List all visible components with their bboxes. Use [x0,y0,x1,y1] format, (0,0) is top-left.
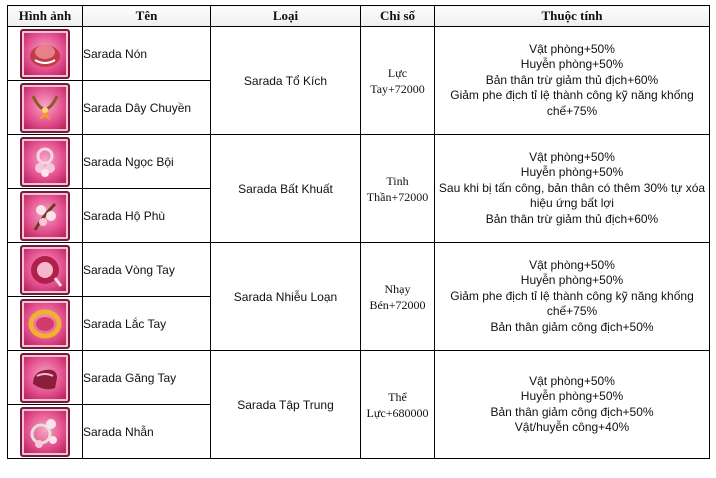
item-name: Sarada Nhẫn [83,405,211,459]
item-name: Sarada Găng Tay [83,351,211,405]
hat-icon [20,29,70,79]
jade-pendant-icon [20,137,70,187]
header-type: Loại [211,6,361,27]
attr-line: Giảm phe địch tỉ lệ thành công kỹ năng khống chế+75% [450,88,694,118]
attr-line: Bản thân giảm công địch+50% [490,319,654,334]
attr-line: Huyễn phòng+50% [520,273,624,288]
set-stat: Thể Lực+680000 [361,351,435,459]
table-row [8,27,710,81]
set-stat: Nhạy Bén+72000 [361,243,435,351]
set-type: Sarada Tập Trung [211,351,361,459]
attr-line: Huyễn phòng+50% [520,389,624,403]
set-attributes [435,27,710,135]
item-name: Sarada Dây Chuyền [83,81,211,135]
item-image-cell [8,189,83,243]
item-image-cell [8,27,83,81]
item-image-cell [8,81,83,135]
attr-line: Huyễn phòng+50% [520,165,624,180]
item-name: Sarada Lắc Tay [83,297,211,351]
item-image-cell [8,243,83,297]
item-name: Sarada Vòng Tay [83,243,211,297]
amulet-icon [20,191,70,241]
item-name: Sarada Hộ Phù [83,189,211,243]
set-type: Sarada Bất Khuất [211,135,361,243]
set-stat: Lực Tay+72000 [361,27,435,135]
equipment-table [7,5,710,459]
item-image-cell [8,351,83,405]
attr-line: Bản thân giảm công địch+50% [490,404,654,419]
table-row [8,243,710,297]
attr-line: Huyễn phòng+50% [520,57,624,72]
bracelet-icon [20,245,70,295]
attr-line: Sau khi bị tấn công, bản thân có thêm 30% tự xóa hiệu ứng bất lợi [438,180,706,211]
attr-line: Vật phòng+50% [529,41,615,56]
set-attributes [435,135,710,243]
header-image: Hình ảnh [8,6,83,27]
header-name: Tên [83,6,211,27]
attr-line: Vật phòng+50% [529,373,615,388]
necklace-icon [20,83,70,133]
attr-line: Vật phòng+50% [529,149,615,164]
table-row [8,135,710,189]
set-attributes [435,243,710,351]
item-name: Sarada Ngọc Bội [83,135,211,189]
item-image-cell [8,405,83,459]
item-image-cell [8,297,83,351]
attr-line: Giảm phe địch tỉ lệ thành công kỹ năng khống chế+75% [450,288,694,319]
attr-line: Bản thân trừ giảm thủ địch+60% [485,72,659,87]
set-attributes [435,351,710,459]
glove-icon [20,353,70,403]
bangle-icon [20,299,70,349]
set-type: Sarada Nhiễu Loạn [211,243,361,351]
attr-line: Vật/huyễn công+40% [514,420,630,434]
set-stat: Tinh Thần+72000 [361,135,435,243]
attr-line: Vật phòng+50% [529,257,615,272]
attr-line: Bản thân trừ giảm thủ địch+60% [485,211,659,226]
item-name: Sarada Nón [83,27,211,81]
set-type: Sarada Tổ Kích [211,27,361,135]
header-attr: Thuộc tính [435,6,710,27]
ring-icon [20,407,70,457]
header-stat: Chỉ số [361,6,435,27]
item-image-cell [8,135,83,189]
header-row [8,6,710,27]
table-row [8,351,710,405]
